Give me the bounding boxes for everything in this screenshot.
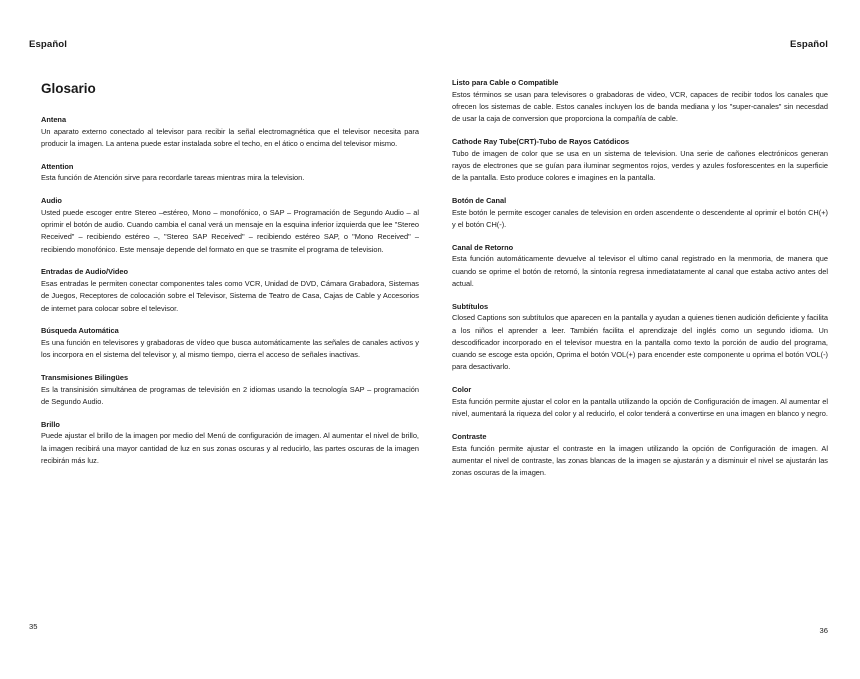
glossary-definition: Un aparato externo conectado al televisor para recibir la señal electromagnética que el televisor necesita para producir la imagen. La antena puede estar instalada sobre el techo, en el ático o encima del televisor mismo. bbox=[41, 126, 419, 148]
glossary-definition: Esta función permite ajustar el color en la pantalla utilizando la opción de Configuración de imagen. Al aumentar el nivel, aumentará la riqueza del color y al reducirlo, el color tenderá a convertirse en una imagen en blanco y negro. bbox=[452, 396, 828, 419]
glossary-entry bbox=[452, 196, 828, 231]
glossary-term: Botón de Canal bbox=[452, 195, 507, 205]
glossary-definition: Usted puede escoger entre Stereo –estéreo, Mono – monofónico, o SAP – Programación de Segundo Audio – al oprimir el botón de audio. Cuando cambia el canal verá un mensaje en la esquina inferior izquierda que lee "Stereo Received" – recibiendo estéreo –, "Stereo SAP Received" – recibiendo estéreo SAP, o "Mono Received" – recibiendo monofónico. Este mensaje depende del formato en que se trasmite el programa de television. bbox=[41, 207, 419, 254]
glossary-definition: Esta función automáticamente devuelve al televisor el ultimo canal registrado en la menmoria, de manera que cuando se oprime el botón de retornó, la sintonía regresa inmediatatamente al canal que estaba activo antes del actual. bbox=[452, 254, 828, 288]
glossary-entry bbox=[452, 432, 828, 479]
glossary-definition: Es una función en televisores y grabadoras de vídeo que busca automáticamente las señales de canales activos y los incorpora en el sistema del televisor y, al mismo tiempo, cierra el acceso de señales inactivas. bbox=[41, 337, 419, 360]
glossary-definition: Este botón le permite escoger canales de television en orden ascendente o descendente al oprimir el botón CH(+) y el botón CH(-). bbox=[452, 207, 828, 229]
glossary-term: Antena bbox=[41, 115, 67, 124]
glossary-definition: Closed Captions son subtítulos que aparecen en la pantalla y ayudan a quienes tienen audición deficiente y facilita a los niños el aprender a leer. También facilita el aprendizaje del inglés como un segundo idioma. Un descodificador incorporado en el televisor muestra en la pantalla como texto la porción de audio del programa, cuando se escoge esta opción, Oprima el botón VOL(+) para encender este componente u oprima el botón VOL(-) para desactivarlo. bbox=[452, 313, 828, 372]
glossary-term: Audio bbox=[41, 196, 62, 206]
glossary-entry bbox=[41, 267, 419, 314]
glossary-term: Cathode Ray Tube(CRT)-Tubo de Rayos Catódicos bbox=[452, 136, 630, 146]
glossary-definition: Estos términos se usan para televisores o grabadoras de video, VCR, capaces de recibir todos los canales que ofrecen los sistemas de cable. Estos canales incluyen los de banda mediana y los "super-canales" sin necesdad de usar la caja de conversion que proporciona la compañía de cable. bbox=[452, 89, 828, 124]
glossary-definition: Esta función de Atención sirve para recordarle tareas mientras mira la television. bbox=[41, 173, 305, 183]
glossary-term: Transmisiones Bilingües bbox=[41, 373, 129, 383]
running-head-right: Español bbox=[789, 39, 828, 50]
glossary-entry bbox=[452, 137, 828, 184]
glossary-term: Contraste bbox=[452, 431, 487, 441]
right-glossary-list bbox=[452, 78, 828, 491]
glossary-term: Subtítulos bbox=[452, 301, 489, 311]
glossary-entry bbox=[452, 302, 828, 374]
glossary-entry bbox=[41, 326, 419, 361]
glossary-term: Entradas de Audio/Video bbox=[41, 267, 129, 277]
glossary-entry bbox=[41, 420, 419, 467]
glossary-term: Brillo bbox=[41, 419, 60, 429]
glossary-term: Color bbox=[452, 385, 472, 395]
glossary-term: Attention bbox=[41, 161, 74, 171]
page-number-right: 36 bbox=[819, 626, 828, 635]
glossary-definition: Tubo de imagen de color que se usa en un sistema de television. Una serie de cañones electrónicos generan rayos de electrones que se guían para iluminar segmentos rojos, verdes y azules fosforescentes en la superficie de la pantalla. Esto produce colores e imagines en la pantalla. bbox=[452, 148, 828, 183]
glossary-entry bbox=[41, 162, 419, 185]
glossary-definition: Esas entradas le permiten conectar componentes tales como VCR, Unidad de DVD, Cámara Grabadora, Sistemas de Juegos, Receptores de colocación sobre el Televisor, Sistema de Teatro de Casa, Cajas de Cable y Accesorios de internet para colocar sobre el televisor. bbox=[41, 278, 419, 313]
glossary-term: Canal de Retorno bbox=[452, 242, 514, 252]
glossary-entry bbox=[41, 115, 419, 150]
page-number-left: 35 bbox=[29, 622, 38, 631]
glossary-definition: Puede ajustar el brillo de la imagen por medio del Menú de configuración de imagen. Al aumentar el nivel de brillo, la imagen recibirá una mayor cantidad de luz en sus zonas oscuras y al reducirlo, las partes oscuras de la imagen recibirán más luz. bbox=[41, 431, 419, 465]
glossary-entry bbox=[452, 78, 828, 125]
right-page bbox=[452, 0, 828, 679]
glossary-entry bbox=[452, 385, 828, 420]
page-title: Glosario bbox=[41, 81, 96, 96]
glossary-definition: Es la transinisión simultánea de programas de televisión en 2 idiomas usando la tecnología SAP – programación de Segundo Audio. bbox=[41, 384, 419, 406]
left-page bbox=[29, 0, 419, 679]
left-glossary-list bbox=[41, 115, 419, 479]
glossary-entry bbox=[452, 243, 828, 290]
glossary-entry bbox=[41, 196, 419, 256]
glossary-term: Búsqueda Automática bbox=[41, 326, 119, 336]
glossary-definition: Esta función permite ajustar el contraste en la imagen utilizando la opción de Configuración de imagen. Al aumentar el nivel de contraste, las zonas blancas de la imagen se ajustarán y a disminuir el nivel se ajustarán las zonas oscuras de la imagen. bbox=[452, 443, 828, 478]
running-head-left: Español bbox=[29, 39, 68, 50]
glossary-term: Listo para Cable o Compatible bbox=[452, 78, 559, 87]
glossary-entry bbox=[41, 373, 419, 408]
